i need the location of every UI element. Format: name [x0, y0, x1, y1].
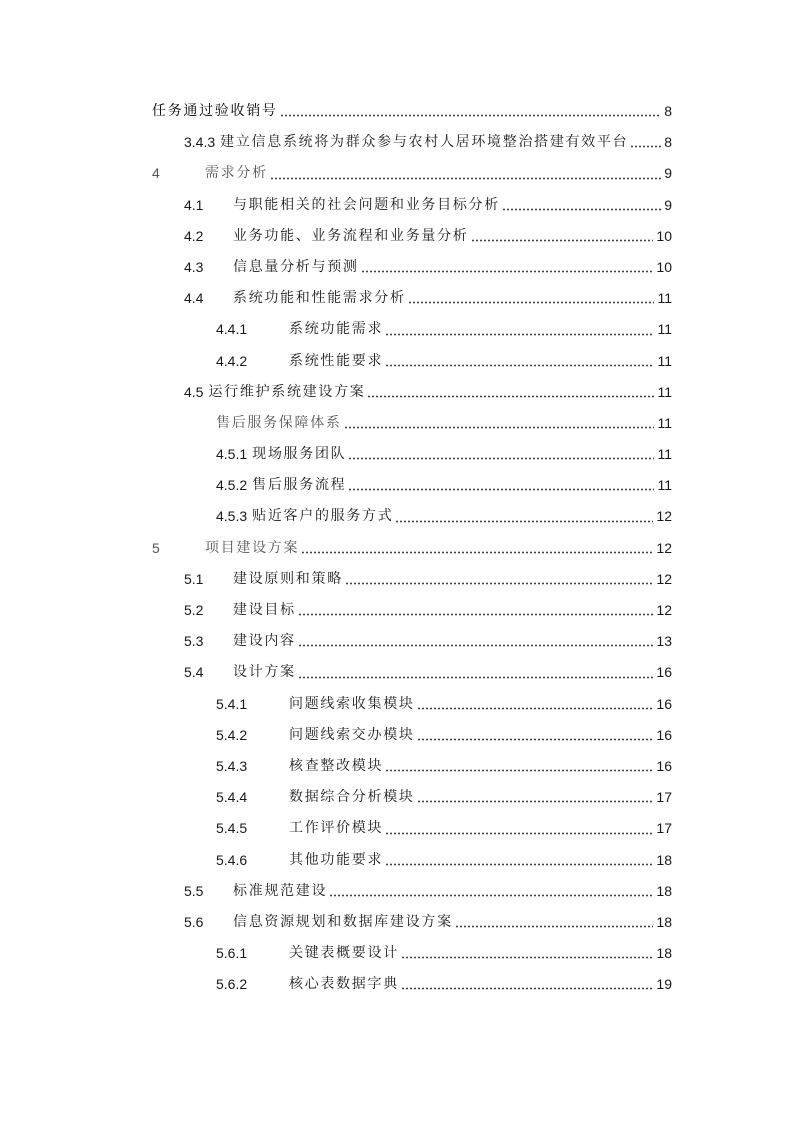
- toc-page-number: 8: [664, 134, 672, 151]
- toc-page-number: 18: [656, 945, 672, 962]
- toc-leader-dots: [344, 426, 655, 429]
- toc-entry: [152, 626, 672, 657]
- toc-entry: [152, 876, 672, 907]
- toc-title: 需求分析: [205, 165, 268, 182]
- toc-entry: [152, 377, 672, 408]
- toc-entry: [152, 845, 672, 876]
- toc-leader-dots: [385, 832, 653, 835]
- toc-leader-dots: [270, 177, 661, 180]
- toc-number: 4.5.3: [216, 508, 248, 525]
- toc-number: 4.3: [184, 258, 204, 275]
- toc-title: 售后服务流程: [252, 477, 347, 494]
- toc-number: 5.5: [184, 882, 204, 899]
- toc-chapter-entry: [152, 158, 672, 189]
- toc-leader-dots: [401, 956, 654, 959]
- toc-title: 标准规范建设: [233, 882, 328, 899]
- toc-number: 5.2: [184, 602, 204, 618]
- toc-leader-dots: [417, 738, 654, 741]
- toc-number: 4.4: [184, 290, 204, 307]
- toc-leader-dots: [348, 457, 654, 460]
- toc-entry: [152, 907, 672, 938]
- toc-number: 5.4.4: [216, 789, 248, 806]
- toc-leader-dots: [395, 520, 653, 523]
- toc-number: 4.1: [184, 196, 204, 213]
- toc-entry: [152, 470, 672, 501]
- toc-page-number: 11: [657, 321, 672, 338]
- toc-page-number: 12: [656, 570, 672, 587]
- toc-leader-dots: [298, 644, 654, 647]
- toc-leader-dots: [401, 987, 654, 990]
- toc-entry: [152, 439, 672, 470]
- toc-title: 项目建设方案: [205, 539, 300, 556]
- toc-leader-dots: [301, 551, 653, 554]
- toc-entry: [152, 595, 672, 626]
- toc-title: 售后服务保障体系: [216, 414, 342, 431]
- toc-title: 系统功能和性能需求分析: [233, 290, 406, 307]
- toc-title: 贴近客户的服务方式: [252, 508, 394, 525]
- toc-page-number: 16: [656, 695, 672, 712]
- toc-title: 设计方案: [233, 664, 296, 681]
- toc-page-number: 11: [657, 414, 672, 431]
- toc-page-number: 18: [656, 882, 672, 899]
- toc-page-number: 17: [656, 789, 672, 806]
- toc-entry: [152, 938, 672, 969]
- toc-entry: [152, 221, 672, 252]
- toc-title: 与职能相关的社会问题和业务目标分析: [233, 196, 500, 213]
- table-of-contents: [152, 96, 672, 1000]
- toc-page-number: 18: [656, 851, 672, 868]
- toc-title: 任务通过验收销号: [152, 103, 278, 119]
- toc-leader-dots: [385, 863, 653, 866]
- toc-entry: [152, 283, 672, 314]
- toc-page-number: 12: [656, 508, 672, 525]
- toc-entry: [152, 252, 672, 283]
- toc-number: 5.4.5: [216, 820, 248, 837]
- toc-number: 5.6.2: [216, 976, 248, 993]
- toc-title: 业务功能、业务流程和业务量分析: [233, 227, 469, 244]
- toc-entry: [152, 314, 672, 345]
- toc-title: 关键表概要设计: [289, 945, 399, 962]
- toc-page-number: 12: [656, 602, 672, 618]
- toc-entry: [152, 564, 672, 595]
- toc-page-number: 19: [656, 976, 672, 993]
- toc-page-number: 9: [664, 165, 672, 182]
- toc-title: 核心表数据字典: [289, 976, 399, 993]
- toc-entry: [152, 408, 672, 439]
- toc-entry: [152, 346, 672, 377]
- toc-page-number: 11: [657, 383, 672, 400]
- toc-leader-dots: [455, 925, 654, 928]
- toc-leader-dots: [298, 613, 654, 616]
- toc-number: 5.4: [184, 664, 204, 681]
- toc-leader-dots: [471, 239, 654, 242]
- toc-title: 核查整改模块: [289, 757, 384, 774]
- toc-leader-dots: [361, 270, 654, 273]
- toc-number: 4: [152, 165, 160, 182]
- toc-number: 5.4.1: [216, 695, 248, 712]
- toc-number: 5.6.1: [216, 945, 248, 962]
- toc-page-number: 10: [656, 258, 672, 275]
- toc-number: 5.6: [184, 913, 204, 930]
- toc-entry: [152, 190, 672, 221]
- toc-entry: [152, 720, 672, 751]
- toc-number: 5.4.3: [216, 757, 248, 774]
- toc-number: 5: [152, 539, 160, 556]
- toc-leader-dots: [298, 676, 654, 679]
- toc-title: 系统功能需求: [289, 321, 384, 338]
- toc-entry: [152, 501, 672, 532]
- toc-title: 建设内容: [233, 633, 296, 650]
- toc-leader-dots: [367, 395, 654, 398]
- toc-title: 建设原则和策略: [233, 570, 343, 587]
- toc-number: 4.4.2: [216, 352, 248, 369]
- toc-entry: [152, 96, 672, 127]
- toc-number: 4.5: [184, 383, 204, 400]
- toc-number: 5.4.2: [216, 726, 248, 743]
- toc-title: 系统性能要求: [289, 352, 384, 369]
- toc-number: 5.1: [184, 570, 204, 587]
- toc-title: 工作评价模块: [289, 820, 384, 837]
- toc-page-number: 12: [656, 539, 672, 556]
- toc-number: 5.4.6: [216, 851, 248, 868]
- toc-leader-dots: [329, 894, 653, 897]
- toc-title: 建设目标: [233, 602, 296, 618]
- toc-title: 运行维护系统建设方案: [208, 383, 366, 400]
- toc-title: 问题线索交办模块: [289, 726, 415, 743]
- toc-number: 3.4.3: [184, 134, 216, 151]
- toc-entry: [152, 689, 672, 720]
- toc-title: 现场服务团队: [252, 446, 347, 463]
- toc-page-number: 11: [657, 477, 672, 494]
- toc-entry: [152, 782, 672, 813]
- toc-title: 信息资源规划和数据库建设方案: [233, 913, 453, 930]
- toc-leader-dots: [385, 769, 653, 772]
- toc-title: 问题线索收集模块: [289, 695, 415, 712]
- toc-leader-dots: [385, 333, 654, 336]
- toc-page-number: 16: [656, 726, 672, 743]
- toc-entry: [152, 127, 672, 158]
- toc-leader-dots: [417, 800, 654, 803]
- toc-entry: [152, 813, 672, 844]
- toc-leader-dots: [348, 488, 654, 491]
- toc-entry: [152, 657, 672, 688]
- toc-entry: [152, 751, 672, 782]
- toc-page-number: 11: [657, 290, 672, 307]
- toc-chapter-entry: [152, 533, 672, 564]
- toc-title: 建立信息系统将为群众参与农村人居环境整治搭建有效平台: [220, 134, 629, 151]
- toc-leader-dots: [385, 364, 654, 367]
- toc-number: 5.3: [184, 633, 204, 650]
- toc-number: 4.5.1: [216, 446, 248, 463]
- toc-page-number: 13: [656, 633, 672, 650]
- toc-number: 4.2: [184, 227, 204, 244]
- toc-page-number: 17: [656, 820, 672, 837]
- toc-leader-dots: [345, 582, 654, 585]
- toc-leader-dots: [408, 301, 655, 304]
- toc-leader-dots: [502, 208, 661, 211]
- toc-page-number: 16: [656, 664, 672, 681]
- toc-number: 4.4.1: [216, 321, 248, 338]
- toc-page-number: 9: [664, 196, 672, 213]
- toc-page-number: 10: [656, 227, 672, 244]
- toc-leader-dots: [630, 145, 661, 148]
- toc-page-number: 8: [664, 103, 672, 119]
- toc-page-number: 11: [657, 352, 672, 369]
- toc-entry: [152, 969, 672, 1000]
- toc-title: 其他功能要求: [289, 851, 384, 868]
- toc-title: 数据综合分析模块: [289, 789, 415, 806]
- toc-number: 4.5.2: [216, 477, 248, 494]
- toc-page-number: 18: [656, 913, 672, 930]
- toc-page-number: 16: [656, 757, 672, 774]
- toc-page-number: 11: [657, 446, 672, 463]
- toc-leader-dots: [280, 114, 662, 117]
- toc-title: 信息量分析与预测: [233, 258, 359, 275]
- toc-leader-dots: [417, 707, 654, 710]
